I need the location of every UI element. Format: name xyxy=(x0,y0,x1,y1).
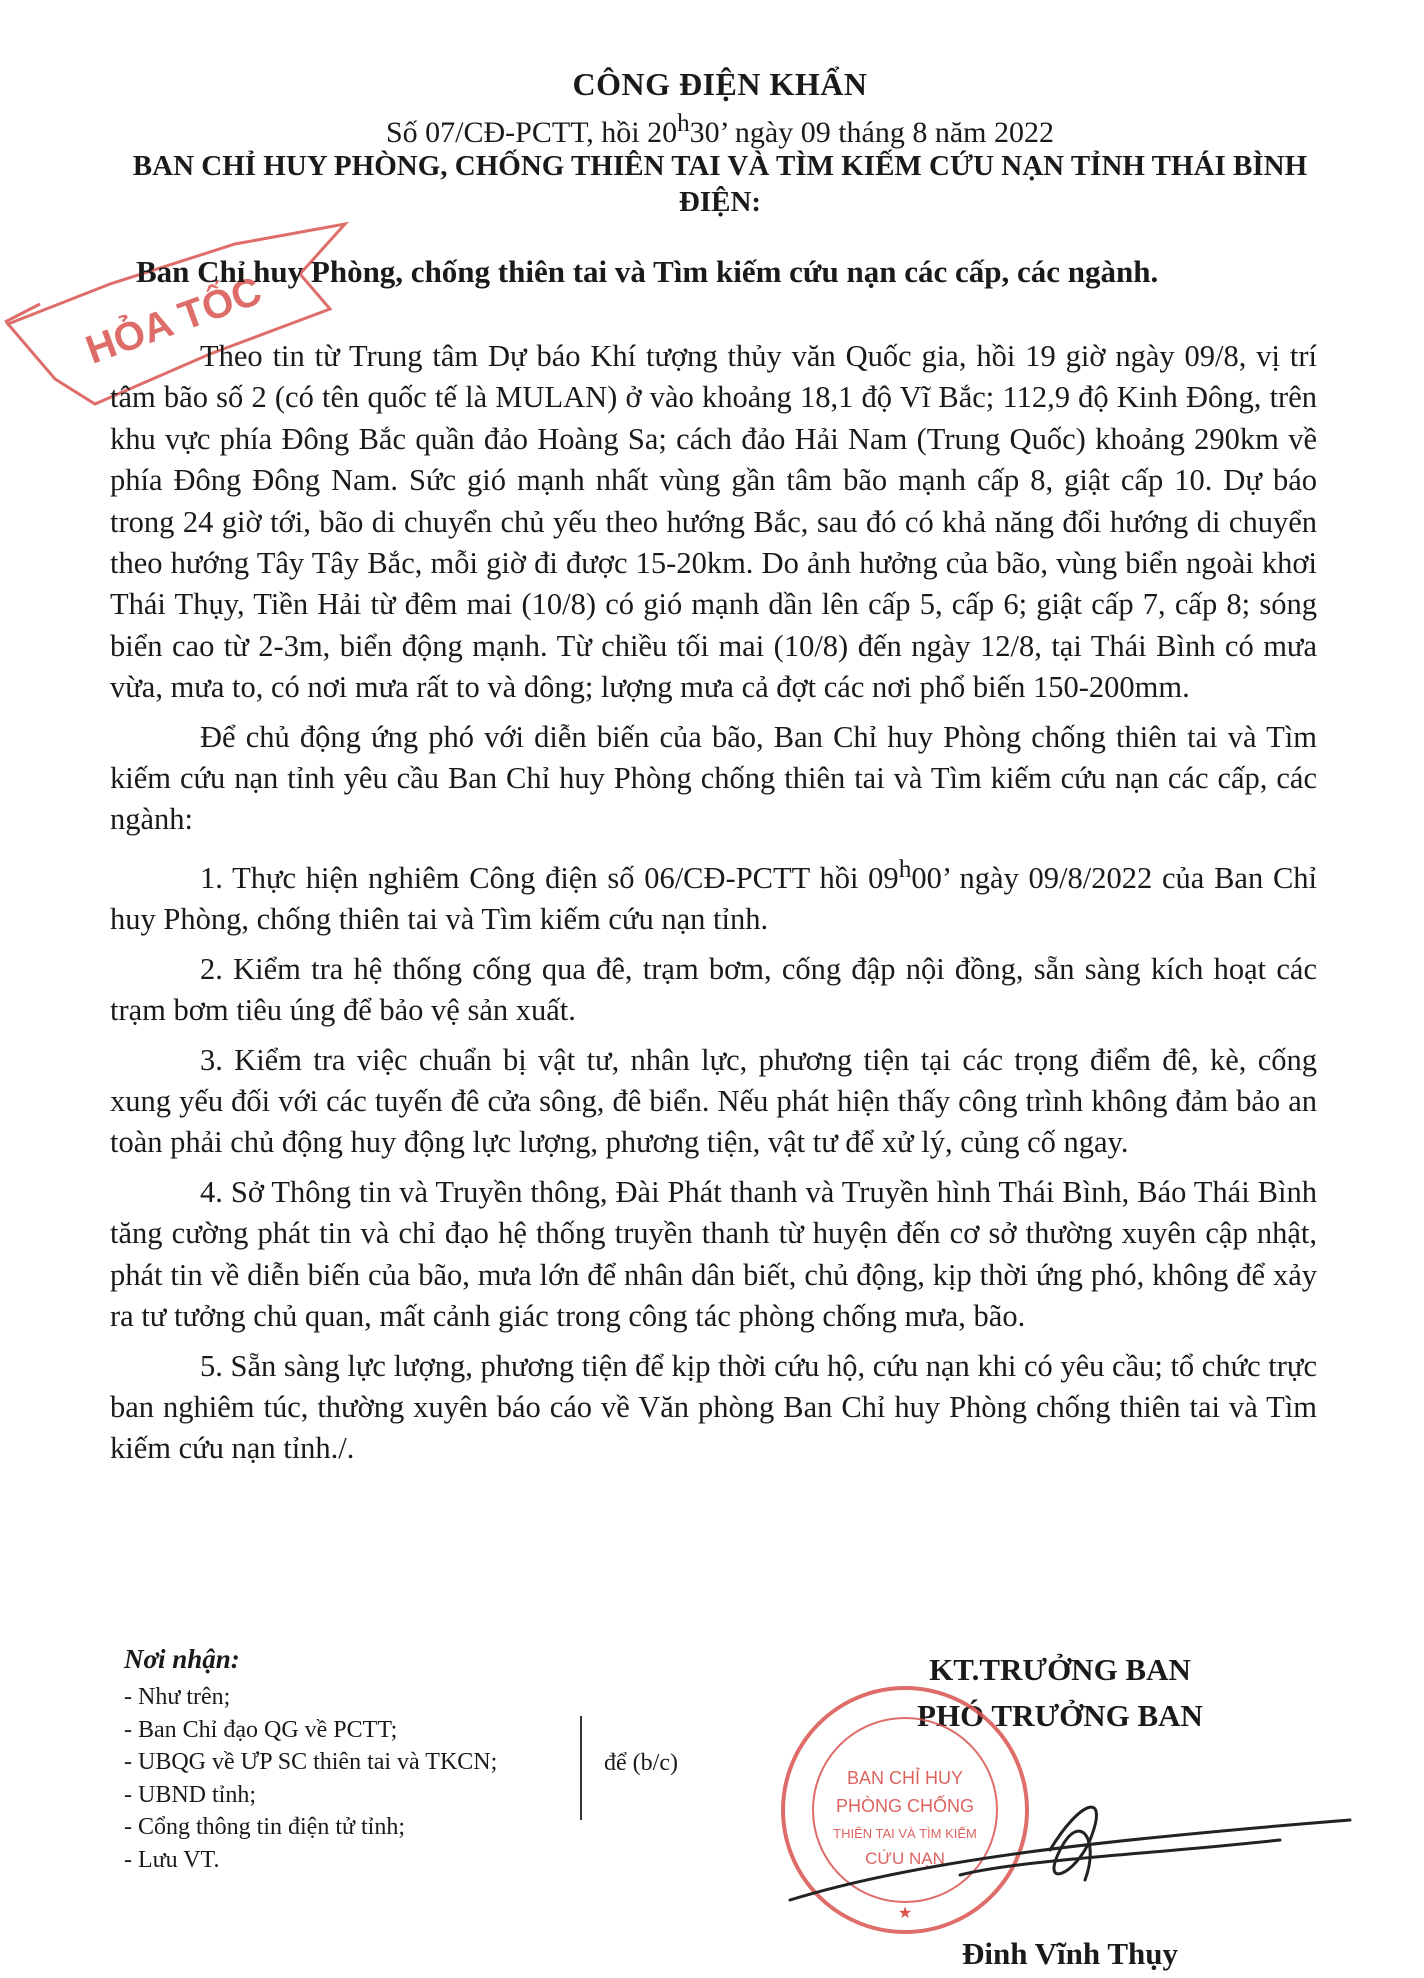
seal-line-4: CỨU NẠN xyxy=(865,1849,945,1868)
recipient-item: - UBQG về ƯP SC thiên tai và TKCN; xyxy=(124,1749,498,1775)
recipient-item: - Như trên; xyxy=(124,1684,231,1710)
seal-line-2: PHÒNG CHỐNG xyxy=(835,1796,975,1816)
signer-title-2: PHÓ TRƯỞNG BAN xyxy=(917,1698,1203,1733)
recipients-title: Nơi nhận: xyxy=(124,1644,240,1674)
recipients-bracket xyxy=(580,1716,582,1820)
item-4: 4. Sở Thông tin và Truyền thông, Đài Phát thanh và Truyền hình Thái Bình, Báo Thái Bình tăng cường phát tin và chỉ đạo hệ thống truyền thanh từ huyện đến cơ sở thường xuyên cập nhật, phát tin về diễn biến của bão, mưa lớn để nhân dân biết, chủ động, kịp thời ứng phó, không để xảy ra tư tưởng chủ quan, mất cảnh giác trong công tác phòng chống mưa, bão. xyxy=(110,1174,1317,1334)
signer-name: Đinh Vĩnh Thụy xyxy=(961,1936,1178,1971)
item-2: 2. Kiểm tra hệ thống cống qua đê, trạm bơm, cống đập nội đồng, sẵn sàng kích hoạt các trạm bơm tiêu úng để bảo vệ sản xuất. xyxy=(110,951,1317,1028)
handwritten-signature xyxy=(760,1780,1360,1920)
signer-title-1: KT.TRƯỞNG BAN xyxy=(929,1652,1191,1687)
number-prefix: Số 07/CĐ-PCTT, hồi 20 xyxy=(385,116,678,149)
item-1 xyxy=(110,849,1317,941)
hoa-toc-text: HỎA TỐC xyxy=(80,268,268,373)
seal-line-3: THIÊN TAI VÀ TÌM KIẾM xyxy=(833,1826,977,1841)
recipient-item: - Ban Chỉ đạo QG về PCTT; xyxy=(124,1716,398,1743)
item-5: 5. Sẵn sàng lực lượng, phương tiện để kịp thời cứu hộ, cứu nạn khi có yêu cầu; tổ chức trực ban nghiêm túc, thường xuyên báo cáo về Văn phòng Ban Chỉ huy Phòng chống thiên tai và Tìm kiếm cứu nạn tỉnh./. xyxy=(110,1348,1317,1466)
recipient-item: - Lưu VT. xyxy=(124,1846,220,1873)
issuing-organization: BAN CHỈ HUY PHÒNG, CHỐNG THIÊN TAI VÀ TÌM KIẾM CỨU NẠN TỈNH THÁI BÌNH xyxy=(132,150,1308,182)
dien-label: ĐIỆN: xyxy=(678,186,762,218)
report-note: để (b/c) xyxy=(604,1750,678,1776)
item-1-prefix: 1. Thực hiện nghiêm Công điện số 06/CĐ-PCTT hồi 09 xyxy=(200,861,899,896)
number-sup: h xyxy=(677,110,690,137)
document-number xyxy=(100,110,1340,150)
document-body xyxy=(110,336,1317,1470)
item-3: 3. Kiểm tra việc chuẩn bị vật tư, nhân lực, phương tiện tại các trọng điểm đê, kè, cống xung yếu đối với các tuyến đê cửa sông, đê biển. Nếu phát hiện thấy công trình không đảm bảo an toàn phải chủ động huy động lực lượng, phương tiện, vật tư để xử lý, củng cố ngay. xyxy=(110,1042,1317,1160)
paragraph-forecast: Theo tin từ Trung tâm Dự báo Khí tượng thủy văn Quốc gia, hồi 19 giờ ngày 09/8, vị trí tâm bão số 2 (có tên quốc tế là MULAN) ở vào khoảng 18,1 độ Vĩ Bắc; 112,9 độ Kinh Đông, trên khu vực phía Đông Bắc quần đảo Hoàng Sa; cách đảo Hải Nam (Trung Quốc) khoảng 290km về phía Đông Đông Nam. Sức gió mạnh nhất vùng gần tâm bão mạnh cấp 8, giật cấp 10. Dự báo trong 24 giờ tới, bão di chuyển chủ yếu theo hướng Bắc, sau đó có khả năng đổi hướng di chuyển theo hướng Tây Tây Bắc, mỗi giờ đi được 15-20km. Do ảnh hưởng của bão, vùng biển ngoài khơi Thái Thụy, Tiền Hải từ đêm mai (10/8) có gió mạnh dần lên cấp 5, cấp 6; giật cấp 7, cấp 8; sóng biển cao từ 2-3m, biển động mạnh. Từ chiều tối mai (10/8) đến ngày 12/8, tại Thái Bình có mưa vừa, mưa to, có nơi mưa rất to và dông; lượng mưa cả đợt các nơi phổ biến 150-200mm. xyxy=(110,339,1317,705)
seal-line-1: BAN CHỈ HUY xyxy=(846,1768,964,1788)
recipient-item: - UBND tỉnh; xyxy=(124,1781,256,1808)
recipient-item: - Cổng thông tin điện tử tỉnh; xyxy=(124,1814,406,1840)
number-suffix: 30’ ngày 09 tháng 8 năm 2022 xyxy=(689,116,1055,149)
item-1-suffix: 00’ ngày 09/8/2022 của Ban Chỉ huy Phòng, chống thiên tai và Tìm kiếm cứu nạn tỉnh. xyxy=(110,861,1318,937)
recipient-line: Ban Chỉ huy Phòng, chống thiên tai và Tìm kiếm cứu nạn các cấp, các ngành. xyxy=(136,254,1159,289)
seal-star-icon: ★ xyxy=(897,1905,913,1922)
document-title: CÔNG ĐIỆN KHẨN xyxy=(572,66,868,102)
item-1-sup: h xyxy=(898,854,912,883)
paragraph-request: Để chủ động ứng phó với diễn biến của bão, Ban Chỉ huy Phòng chống thiên tai và Tìm kiếm cứu nạn tỉnh yêu cầu Ban Chỉ huy Phòng chống thiên tai và Tìm kiếm cứu nạn các cấp, các ngành: xyxy=(110,719,1317,837)
